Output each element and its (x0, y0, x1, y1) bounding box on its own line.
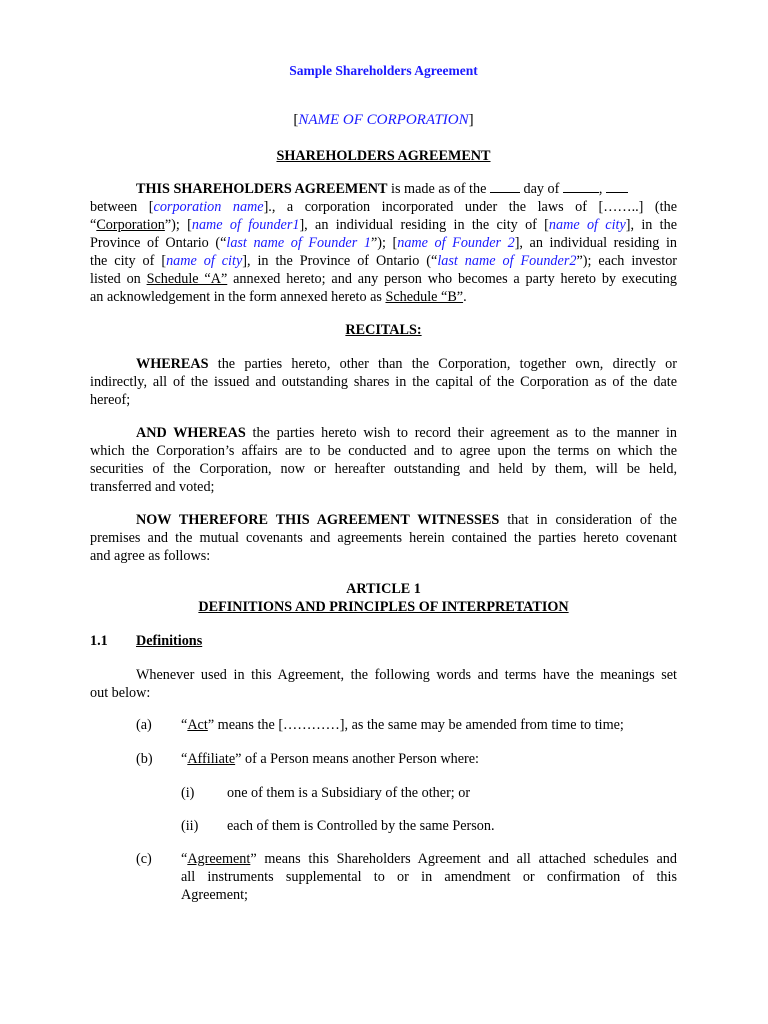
whereas2-line-2: which the Corporation’s affairs are to be conducted and to agree upon the terms on which the (90, 443, 677, 459)
article-number: ARTICLE 1 (346, 581, 421, 597)
whereas1-line-2: indirectly, all of the issued and outstanding shares in the capital of the Corporation as of the date (90, 374, 677, 390)
whereas2-line-3: securities of the Corporation, now or hereafter outstanding and held by them, will be held, (90, 461, 677, 477)
article-title: DEFINITIONS AND PRINCIPLES OF INTERPRETATION (198, 599, 569, 615)
corporation-name-heading: [NAME OF CORPORATION] (293, 112, 474, 128)
whereas2-line-1: AND WHEREAS the parties hereto wish to record their agreement as to the manner in (136, 425, 677, 441)
intro-line-3: “Corporation”); [name of founder1], an individual residing in the city of [name of city], in the (90, 217, 677, 233)
now-therefore-line-2: premises and the mutual covenants and agreements herein contained the parties hereto covenant (90, 530, 677, 546)
document-header: Sample Shareholders Agreement (289, 63, 478, 78)
intro-line-6: listed on Schedule “A” annexed hereto; and any person who becomes a party hereto by executing (90, 271, 677, 287)
definitions-intro-line-2: out below: (90, 685, 151, 701)
corporation-name-placeholder: NAME OF CORPORATION (298, 112, 469, 128)
intro-line-5: the city of [name of city], in the Province of Ontario (“last name of Founder2”); each investor (90, 253, 678, 269)
agreement-title: SHAREHOLDERS AGREEMENT (276, 148, 491, 164)
intro-line-4: Province of Ontario (“last name of Founder 1”); [name of Founder 2], an individual residing in (90, 235, 677, 251)
intro-line-1: THIS SHAREHOLDERS AGREEMENT is made as of the day of , (90, 180, 677, 198)
whereas1-line-1: WHEREAS the parties hereto, other than the Corporation, together own, directly or (136, 356, 677, 372)
intro-line-7: an acknowledgement in the form annexed hereto as Schedule “B”. (90, 289, 467, 305)
whereas2-line-4: transferred and voted; (90, 479, 215, 495)
now-therefore-line-3: and agree as follows: (90, 548, 211, 564)
whereas1-line-3: hereof; (90, 392, 131, 408)
definitions-intro-line-1: Whenever used in this Agreement, the following words and terms have the meanings set (136, 667, 677, 683)
section-heading: 1.1 Definitions (90, 633, 203, 649)
intro-line-2: between [corporation name]., a corporation incorporated under the laws of [……..] (the (90, 199, 677, 215)
recitals-heading: RECITALS: (345, 322, 422, 338)
now-therefore-line-1: NOW THEREFORE THIS AGREEMENT WITNESSES that in consideration of the (136, 512, 677, 528)
